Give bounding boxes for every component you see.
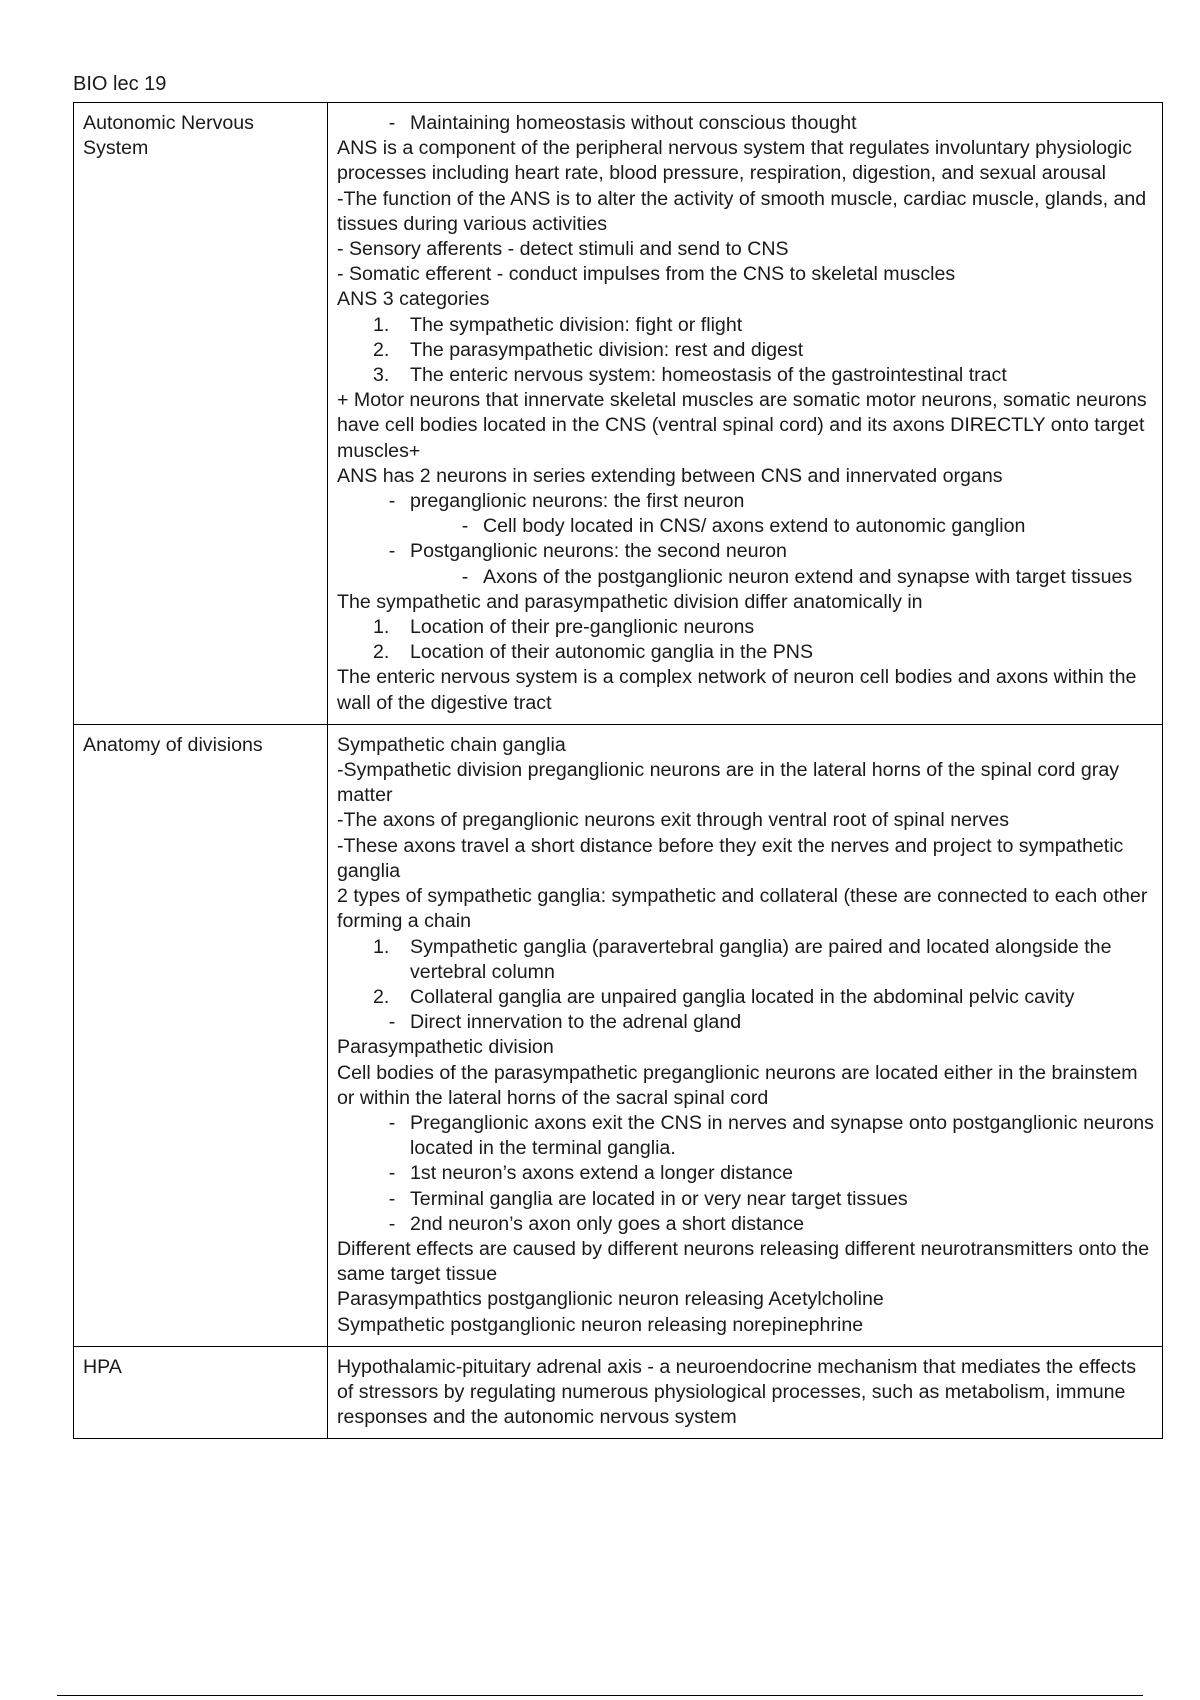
- topic-cell: HPA: [74, 1346, 328, 1439]
- note-line: ANS 3 categories: [337, 288, 490, 311]
- bullet-item: [337, 1010, 1156, 1035]
- note-line: The enteric nervous system is a complex network of neuron cell bodies and axons within the wall of the digestive tract: [337, 666, 1137, 714]
- list-text: The sympathetic division: fight or flight: [410, 313, 743, 336]
- bullet-item: [337, 539, 1156, 564]
- list-text: Location of their pre-ganglionic neurons: [410, 616, 755, 639]
- list-marker: -: [461, 515, 469, 538]
- list-text: Collateral ganglia are unpaired ganglia located in the abdominal pelvic cavity: [410, 985, 1075, 1008]
- document-title: BIO lec 19: [73, 73, 167, 95]
- bullet-item: [337, 1187, 1156, 1212]
- sub-bullet-item: [337, 514, 1156, 539]
- numbered-item: [337, 363, 1156, 388]
- list-text: preganglionic neurons: the first neuron: [410, 490, 745, 513]
- list-marker: -: [388, 1187, 396, 1210]
- list-marker: -: [388, 1212, 396, 1235]
- list-marker: 1.: [373, 935, 390, 958]
- note-line: Cell bodies of the parasympathetic preganglionic neurons are located either in the brainstem or within the lateral horns of the sacral spinal cord: [337, 1061, 1138, 1109]
- list-marker: 1.: [373, 313, 390, 336]
- footer-divider: [57, 1695, 1143, 1696]
- note-line: -The function of the ANS is to alter the activity of smooth muscle, cardiac muscle, glands, and tissues during various activities: [337, 187, 1147, 235]
- note-line: -These axons travel a short distance before they exit the nerves and project to sympathetic ganglia: [337, 834, 1124, 882]
- list-marker: -: [461, 565, 469, 588]
- content-cell: [328, 1346, 1163, 1439]
- list-marker: 2.: [373, 338, 390, 361]
- list-marker: -: [388, 540, 396, 563]
- note-line: + Motor neurons that innervate skeletal muscles are somatic motor neurons, somatic neurons have cell bodies located in the CNS (ventral spinal cord) and its axons DIRECTLY onto target muscles+: [337, 389, 1147, 462]
- note-line: Parasympathetic division: [337, 1036, 554, 1059]
- bullet-item: [337, 489, 1156, 514]
- table-row: [74, 103, 1163, 725]
- list-text: Cell body located in CNS/ axons extend to autonomic ganglion: [483, 515, 1026, 538]
- numbered-item: [337, 313, 1156, 338]
- note-line: -The axons of preganglionic neurons exit through ventral root of spinal nerves: [337, 809, 1010, 832]
- list-text: The enteric nervous system: homeostasis of the gastrointestinal tract: [410, 364, 1007, 387]
- list-text: Terminal ganglia are located in or very near target tissues: [410, 1187, 908, 1210]
- note-line: ANS has 2 neurons in series extending between CNS and innervated organs: [337, 464, 1003, 487]
- topic-cell: Anatomy of divisions: [74, 724, 328, 1346]
- sub-bullet-item: [337, 565, 1156, 590]
- note-line: The sympathetic and parasympathetic division differ anatomically in: [337, 590, 923, 613]
- note-line: - Sensory afferents - detect stimuli and send to CNS: [337, 238, 789, 261]
- list-marker: 3.: [373, 364, 390, 387]
- topic-cell: Autonomic Nervous System: [74, 103, 328, 725]
- note-line: Parasympathtics postganglionic neuron releasing Acetylcholine: [337, 1288, 884, 1311]
- list-text: The parasympathetic division: rest and digest: [410, 338, 804, 361]
- note-line: ANS is a component of the peripheral nervous system that regulates involuntary physiologic processes including heart rate, blood pressure, respiration, digestion, and sexual arousal: [337, 137, 1133, 185]
- numbered-item: [337, 935, 1156, 985]
- note-line: Sympathetic chain ganglia: [337, 733, 566, 756]
- bullet-item: [337, 1111, 1156, 1161]
- list-text: Sympathetic ganglia (paravertebral ganglia) are paired and located alongside the vertebral column: [410, 935, 1112, 983]
- list-text: Preganglionic axons exit the CNS in nerves and synapse onto postganglionic neurons located in the terminal ganglia.: [410, 1111, 1154, 1160]
- bullet-item: [337, 111, 1156, 136]
- notes-table: [73, 102, 1163, 1439]
- content-cell: [328, 724, 1163, 1346]
- bullet-item: [337, 1212, 1156, 1237]
- note-line: 2 types of sympathetic ganglia: sympathetic and collateral (these are connected to each other forming a chain: [337, 885, 1148, 933]
- note-line: -Sympathetic division preganglionic neurons are in the lateral horns of the spinal cord gray matter: [337, 759, 1120, 807]
- list-marker: 2.: [373, 985, 390, 1008]
- numbered-item: [337, 640, 1156, 665]
- bullet-item: [337, 1161, 1156, 1186]
- numbered-item: [337, 338, 1156, 363]
- numbered-item: [337, 985, 1156, 1010]
- list-marker: -: [388, 1162, 396, 1185]
- content-cell: [328, 103, 1163, 725]
- list-marker: 1.: [373, 616, 390, 639]
- table-row: [74, 724, 1163, 1346]
- list-marker: 2.: [373, 641, 390, 664]
- list-marker: -: [388, 112, 396, 134]
- note-line: Different effects are caused by different neurons releasing different neurotransmitters onto the same target tissue: [337, 1237, 1150, 1286]
- list-marker: -: [388, 1011, 396, 1034]
- list-text: Postganglionic neurons: the second neuron: [410, 540, 787, 563]
- list-marker: -: [388, 1111, 396, 1134]
- list-text: Location of their autonomic ganglia in the PNS: [410, 641, 814, 664]
- note-line: - Somatic efferent - conduct impulses from the CNS to skeletal muscles: [337, 263, 956, 286]
- note-line: Sympathetic postganglionic neuron releasing norepinephrine: [337, 1313, 864, 1336]
- list-text: Maintaining homeostasis without conscious thought: [410, 112, 857, 134]
- list-text: Direct innervation to the adrenal gland: [410, 1011, 742, 1034]
- table-row: [74, 1346, 1163, 1439]
- note-line: Hypothalamic-pituitary adrenal axis - a neuroendocrine mechanism that mediates the effects of stressors by regulating numerous physiological processes, such as metabolism, immune responses and the autonomic nervous system: [337, 1355, 1137, 1429]
- list-text: 1st neuron’s axons extend a longer distance: [410, 1162, 794, 1185]
- numbered-item: [337, 615, 1156, 640]
- list-text: Axons of the postganglionic neuron extend and synapse with target tissues: [483, 565, 1133, 588]
- list-text: 2nd neuron’s axon only goes a short distance: [410, 1212, 804, 1235]
- list-marker: -: [388, 490, 396, 513]
